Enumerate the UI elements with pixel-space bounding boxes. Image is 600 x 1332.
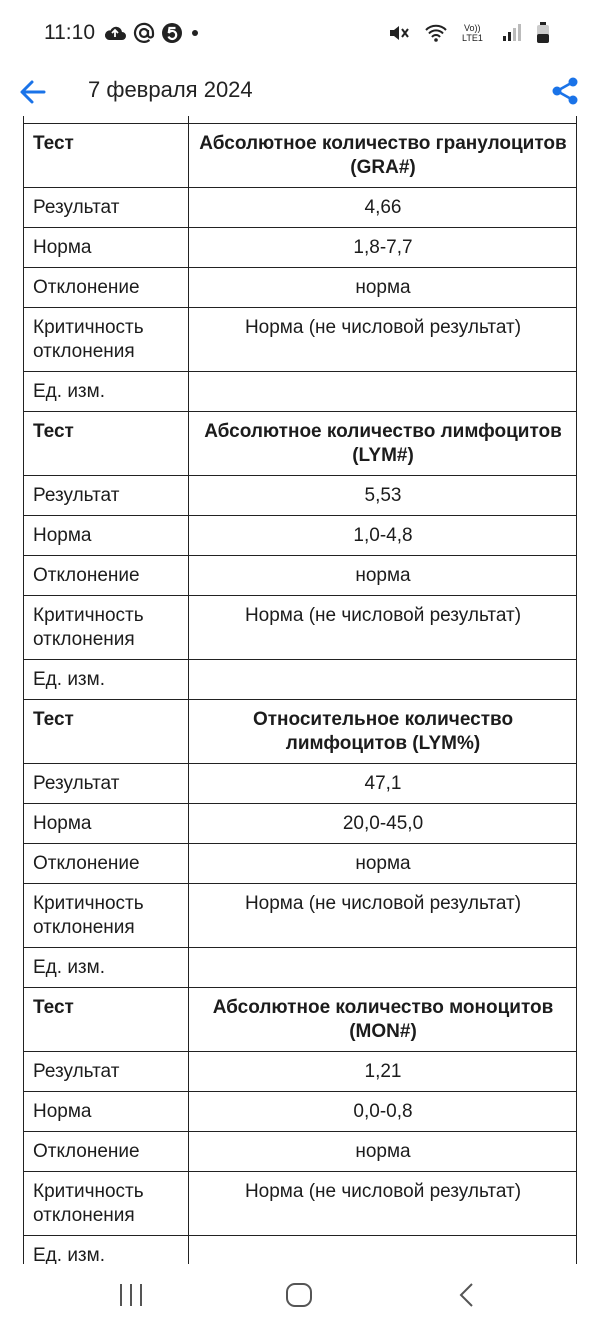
unit-value <box>189 372 577 412</box>
table-row-result <box>24 476 577 516</box>
deviation-label: Отклонение <box>24 1132 189 1172</box>
test-name-label: Тест <box>24 412 189 476</box>
dot-icon <box>189 27 201 39</box>
table-row-deviation <box>24 556 577 596</box>
test-name-value: Абсолютное количество лимфоцитов (LYM#) <box>189 412 577 476</box>
test-name-value: Относительное количество лимфоцитов (LYM%) <box>189 700 577 764</box>
criticality-value: Норма (не числовой результат) <box>189 308 577 372</box>
five-icon <box>161 22 183 44</box>
table-row-result <box>24 188 577 228</box>
table-row-test-name <box>24 988 577 1052</box>
share-icon <box>551 76 579 106</box>
table-row-criticality <box>24 884 577 948</box>
results-table <box>23 116 577 1264</box>
deviation-label: Отклонение <box>24 844 189 884</box>
test-name-value: Абсолютное количество моноцитов (MON#) <box>189 988 577 1052</box>
norm-label: Норма <box>24 804 189 844</box>
deviation-label: Отклонение <box>24 268 189 308</box>
unit-label: Ед. изм. <box>24 1236 189 1265</box>
result-label: Результат <box>24 764 189 804</box>
battery-icon <box>536 22 550 44</box>
table-row-norm <box>24 1092 577 1132</box>
page-title: 7 февраля 2024 <box>88 77 253 102</box>
table-row-result <box>24 764 577 804</box>
recent-apps-icon <box>118 1282 144 1308</box>
criticality-label: Критичность отклонения <box>24 884 189 948</box>
svg-text:LTE1: LTE1 <box>462 33 483 43</box>
result-value: 47,1 <box>189 764 577 804</box>
table-row-unit <box>24 372 577 412</box>
norm-value: 0,0-0,8 <box>189 1092 577 1132</box>
home-button[interactable] <box>285 1282 313 1313</box>
unit-label: Ед. изм. <box>24 372 189 412</box>
table-row-unit <box>24 948 577 988</box>
status-bar <box>0 0 600 66</box>
result-label: Результат <box>24 476 189 516</box>
criticality-value: Норма (не числовой результат) <box>189 884 577 948</box>
result-value: 4,66 <box>189 188 577 228</box>
share-button[interactable] <box>551 76 579 106</box>
table-row-test-name <box>24 124 577 188</box>
result-value: 5,53 <box>189 476 577 516</box>
svg-text:Vo)): Vo)) <box>464 23 481 33</box>
norm-value: 20,0-45,0 <box>189 804 577 844</box>
table-row-test-name <box>24 412 577 476</box>
results-content[interactable] <box>0 116 600 1264</box>
criticality-value: Норма (не числовой результат) <box>189 1172 577 1236</box>
table-row-norm <box>24 228 577 268</box>
deviation-value: норма <box>189 268 577 308</box>
arrow-left-icon <box>18 77 48 107</box>
mute-icon <box>388 23 410 43</box>
signal-icon <box>502 24 522 42</box>
back-nav-button[interactable] <box>456 1282 478 1313</box>
system-nav-bar <box>0 1264 600 1332</box>
criticality-label: Критичность отклонения <box>24 1172 189 1236</box>
chevron-left-icon <box>456 1282 478 1308</box>
table-row-cut-off <box>24 116 577 124</box>
result-value: 1,21 <box>189 1052 577 1092</box>
app-bar <box>0 66 600 116</box>
deviation-value: норма <box>189 844 577 884</box>
unit-value <box>189 948 577 988</box>
status-time: 11:10 <box>44 21 95 44</box>
norm-value: 1,0-4,8 <box>189 516 577 556</box>
volte-icon <box>462 22 488 44</box>
table-row-result <box>24 1052 577 1092</box>
cloud-icon <box>103 24 127 42</box>
norm-label: Норма <box>24 516 189 556</box>
test-name-label: Тест <box>24 988 189 1052</box>
table-row-criticality <box>24 308 577 372</box>
table-row-test-name <box>24 700 577 764</box>
norm-value: 1,8-7,7 <box>189 228 577 268</box>
result-label: Результат <box>24 1052 189 1092</box>
deviation-label: Отклонение <box>24 556 189 596</box>
deviation-value: норма <box>189 1132 577 1172</box>
unit-label: Ед. изм. <box>24 948 189 988</box>
test-name-label: Тест <box>24 124 189 188</box>
table-row-norm <box>24 516 577 556</box>
recent-apps-button[interactable] <box>118 1282 144 1313</box>
home-icon <box>285 1282 313 1308</box>
unit-label: Ед. изм. <box>24 660 189 700</box>
at-icon <box>133 22 155 44</box>
table-row-deviation <box>24 1132 577 1172</box>
table-row-deviation <box>24 844 577 884</box>
table-row-criticality <box>24 596 577 660</box>
wifi-icon <box>424 23 448 43</box>
table-row-unit <box>24 660 577 700</box>
unit-value <box>189 1236 577 1265</box>
table-row-criticality <box>24 1172 577 1236</box>
criticality-label: Критичность отклонения <box>24 596 189 660</box>
test-name-value: Абсолютное количество гранулоцитов (GRA#) <box>189 124 577 188</box>
unit-value <box>189 660 577 700</box>
table-row-unit <box>24 1236 577 1265</box>
test-name-label: Тест <box>24 700 189 764</box>
table-row-deviation <box>24 268 577 308</box>
criticality-value: Норма (не числовой результат) <box>189 596 577 660</box>
result-label: Результат <box>24 188 189 228</box>
criticality-label: Критичность отклонения <box>24 308 189 372</box>
table-row-norm <box>24 804 577 844</box>
norm-label: Норма <box>24 228 189 268</box>
norm-label: Норма <box>24 1092 189 1132</box>
deviation-value: норма <box>189 556 577 596</box>
back-button[interactable] <box>18 77 48 107</box>
